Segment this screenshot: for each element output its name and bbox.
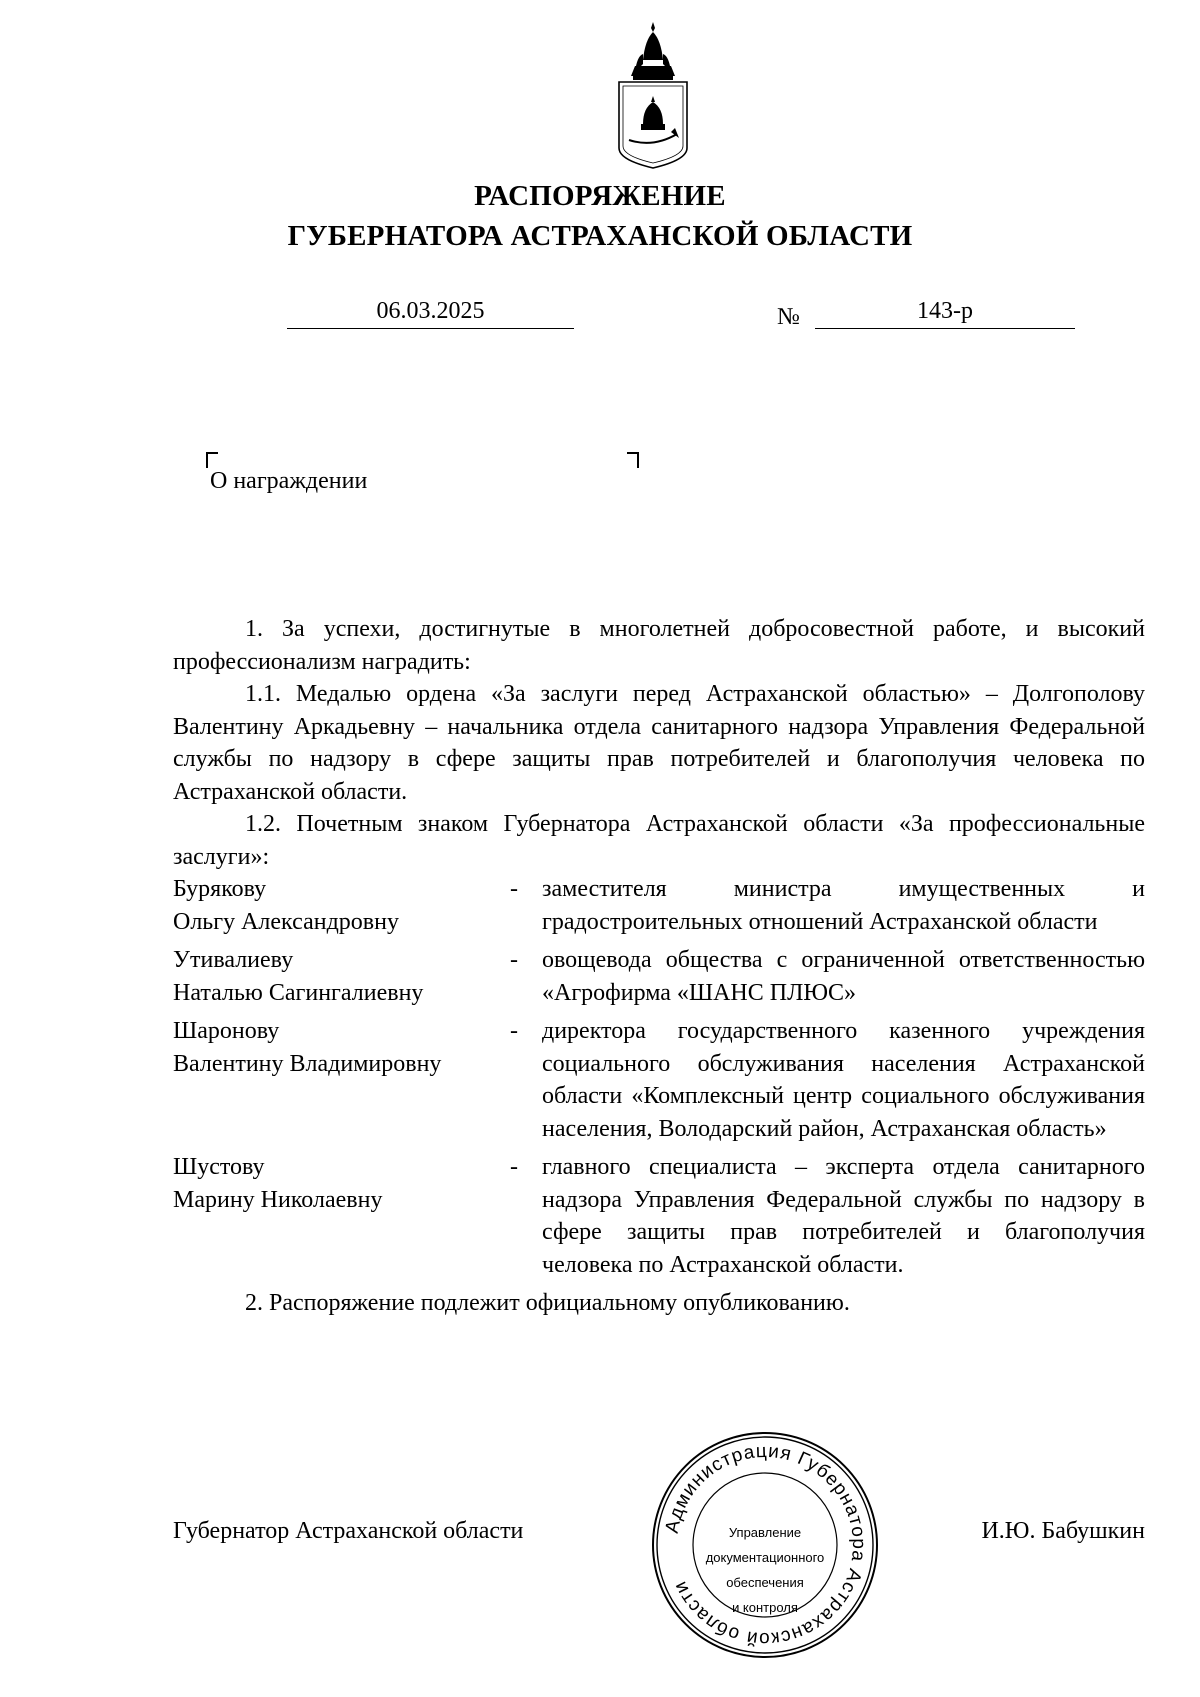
awardee-row <box>173 944 1145 1009</box>
coat-of-arms-icon <box>613 20 693 170</box>
awardee-surname: Шаронову <box>173 1018 280 1044</box>
awardee-dash: - <box>510 1154 518 1180</box>
awardee-surname: Шустову <box>173 1154 265 1180</box>
document-subject: О награждении <box>210 468 368 494</box>
document-body <box>173 613 1145 1320</box>
stamp-inner-line: обеспечения <box>726 1575 804 1590</box>
awardee-row <box>173 1151 1145 1281</box>
awardee-given-names: Валентину Владимировну <box>173 1050 442 1077</box>
stamp-inner-line: Управление <box>728 1525 802 1540</box>
signatory-name: И.Ю. Бабушкин <box>981 1518 1145 1544</box>
awardee-row <box>173 1015 1145 1145</box>
awardee-surname: Бурякову <box>173 876 267 902</box>
awardee-position: овощевода общества с ограниченной ответственностью «Агрофирма «ШАНС ПЛЮС» <box>542 947 1145 1006</box>
awardee-position: заместителя министра имущественных и градостроительных отношений Астраханской области <box>542 876 1145 935</box>
awardee-given-names: Марину Николаевну <box>173 1186 383 1213</box>
awardee-given-names: Наталью Сагингалиевну <box>173 979 424 1006</box>
awardee-name <box>173 873 510 938</box>
awardee-name <box>173 1015 510 1145</box>
number-label: № <box>777 304 800 330</box>
awardee-surname: Утивалиеву <box>173 947 294 973</box>
signatory-position: Губернатор Астраханской области <box>173 1518 524 1544</box>
paragraph-2: 2. Распоряжение подлежит официальному опубликованию. <box>245 1290 850 1316</box>
awardee-dash: - <box>510 1018 518 1044</box>
paragraph-1: 1. За успехи, достигнутые в многолетней добросовестной работе, и высокий профессионализм наградить: <box>173 616 1145 675</box>
awardee-dash: - <box>510 876 518 902</box>
awardee-name <box>173 944 510 1009</box>
awardee-given-names: Ольгу Александровну <box>173 908 399 935</box>
stamp-inner-text <box>690 1520 840 1620</box>
awardee-position: главного специалиста – эксперта отдела санитарного надзора Управления Федеральной службы по надзору в сфере защиты прав потребителей и благополучия человека по Астраханской области. <box>542 1154 1145 1278</box>
awardee-position: директора государственного казенного учреждения социального обслуживания населения Астраханской области «Комплексный центр социального обслуживания населения, Володарский район, Астраханская область» <box>542 1018 1145 1142</box>
date-underline <box>287 328 574 329</box>
stamp-inner-line: документационного <box>705 1550 825 1565</box>
awardee-name <box>173 1151 510 1281</box>
number-underline <box>815 328 1075 329</box>
awardee-dash: - <box>510 947 518 973</box>
document-type-title: РАСПОРЯЖЕНИЕ <box>474 180 726 212</box>
awardee-row <box>173 873 1145 938</box>
subject-corner-left <box>206 452 218 468</box>
stamp-outer-text: Администрация Губернатора Астраханской области <box>661 1440 870 1650</box>
document-number: 143-р <box>917 298 973 324</box>
document-date-field <box>287 298 574 329</box>
stamp-inner-line: и контроля <box>732 1600 798 1615</box>
subject-corner-right <box>627 452 639 468</box>
paragraph-1-2: 1.2. Почетным знаком Губернатора Астраханской области «За профессиональные заслуги»: <box>173 811 1145 870</box>
document-number-field <box>815 298 1075 329</box>
issuer-title: ГУБЕРНАТОРА АСТРАХАНСКОЙ ОБЛАСТИ <box>287 220 913 252</box>
awardee-list <box>173 873 1145 1281</box>
paragraph-1-1: 1.1. Медалью ордена «За заслуги перед Астраханской областью» – Долгополову Валентину Аркадьевну – начальника отдела санитарного надзора Управления Федеральной службы по надзору в сфере защиты прав потребителей и благополучия человека по Астраханской области. <box>173 681 1145 805</box>
document-date: 06.03.2025 <box>376 298 485 324</box>
